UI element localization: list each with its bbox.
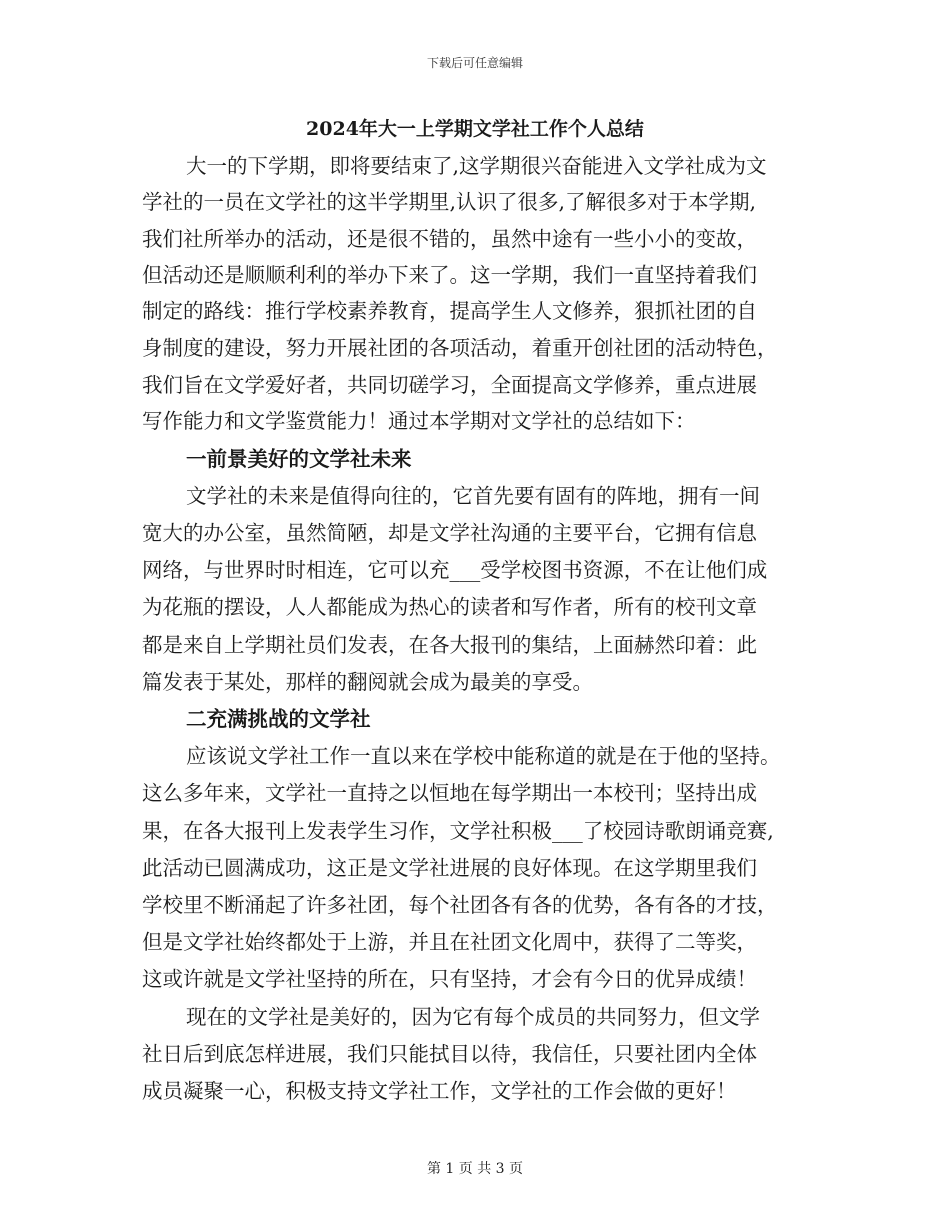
paragraph-line: 都是来自上学期社员们发表，在各大报刊的集结，上面赫然印着：此 <box>142 633 757 657</box>
paragraph-line: 成员凝聚一心，积极支持文学社工作，文学社的工作会做的更好！ <box>142 1079 737 1103</box>
section-heading: 二充满挑战的文学社 <box>186 707 371 731</box>
paragraph-line: 宽大的办公室，虽然简陋，却是文学社沟通的主要平台，它拥有信息 <box>142 521 757 545</box>
paragraph-line: 但是文学社始终都处于上游，并且在社团文化周中，获得了二等奖， <box>142 930 757 954</box>
section-heading: 一前景美好的文学社未来 <box>186 447 412 471</box>
paragraph-line: 学校里不断涌起了许多社团，每个社团各有各的优势，各有各的才技， <box>142 893 778 917</box>
page-footer: 第 1 页 共 3 页 <box>426 1161 524 1177</box>
paragraph-line: 网络，与世界时时相连，它可以充___受学校图书资源，不在让他们成 <box>142 558 768 582</box>
paragraph-line: 写作能力和文学鉴赏能力！通过本学期对文学社的总结如下： <box>142 409 696 433</box>
paragraph-line: 我们社所举办的活动，还是很不错的，虽然中途有一些小小的变故， <box>142 227 757 251</box>
paragraph-line: 这或许就是文学社坚持的所在，只有坚持，才会有今日的优异成绩！ <box>142 967 757 991</box>
paragraph-line: 学社的一员在文学社的这半学期里,认识了很多,了解很多对于本学期, <box>142 190 757 214</box>
header-note: 下载后可任意编辑 <box>426 56 523 70</box>
paragraph-line: 为花瓶的摆设，人人都能成为热心的读者和写作者，所有的校刊文章 <box>142 595 757 619</box>
paragraph-line: 应该说文学社工作一直以来在学校中能称道的就是在于他的坚持。 <box>186 744 781 768</box>
paragraph-line: 但活动还是顺顺利利的举办下来了。这一学期，我们一直坚持着我们 <box>142 263 757 287</box>
document-title: 2024年大一上学期文学社工作个人总结 <box>306 118 644 140</box>
paragraph-line: 我们旨在文学爱好者，共同切磋学习，全面提高文学修养，重点进展 <box>142 373 757 397</box>
paragraph-line: 身制度的建设，努力开展社团的各项活动，着重开创社团的活动特色， <box>142 336 778 360</box>
paragraph-line: 现在的文学社是美好的，因为它有每个成员的共同努力，但文学 <box>186 1005 760 1029</box>
paragraph-line: 大一的下学期，即将要结束了,这学期很兴奋能进入文学社成为文 <box>186 154 767 178</box>
paragraph-line: 文学社的未来是值得向往的，它首先要有固有的阵地，拥有一间 <box>186 484 760 508</box>
paragraph-line: 果，在各大报刊上发表学生习作，文学社积极___了校园诗歌朗诵竞赛, <box>142 819 774 843</box>
paragraph-line: 这么多年来，文学社一直持之以恒地在每学期出一本校刊；坚持出成 <box>142 781 757 805</box>
paragraph-line: 此活动已圆满成功，这正是文学社进展的良好体现。在这学期里我们 <box>142 856 757 880</box>
paragraph-line: 社日后到底怎样进展，我们只能拭目以待，我信任，只要社团内全体 <box>142 1042 757 1066</box>
paragraph-line: 制定的路线：推行学校素养教育，提高学生人文修养，狠抓社团的自 <box>142 299 757 323</box>
paragraph-line: 篇发表于某处，那样的翻阅就会成为最美的享受。 <box>142 670 593 694</box>
